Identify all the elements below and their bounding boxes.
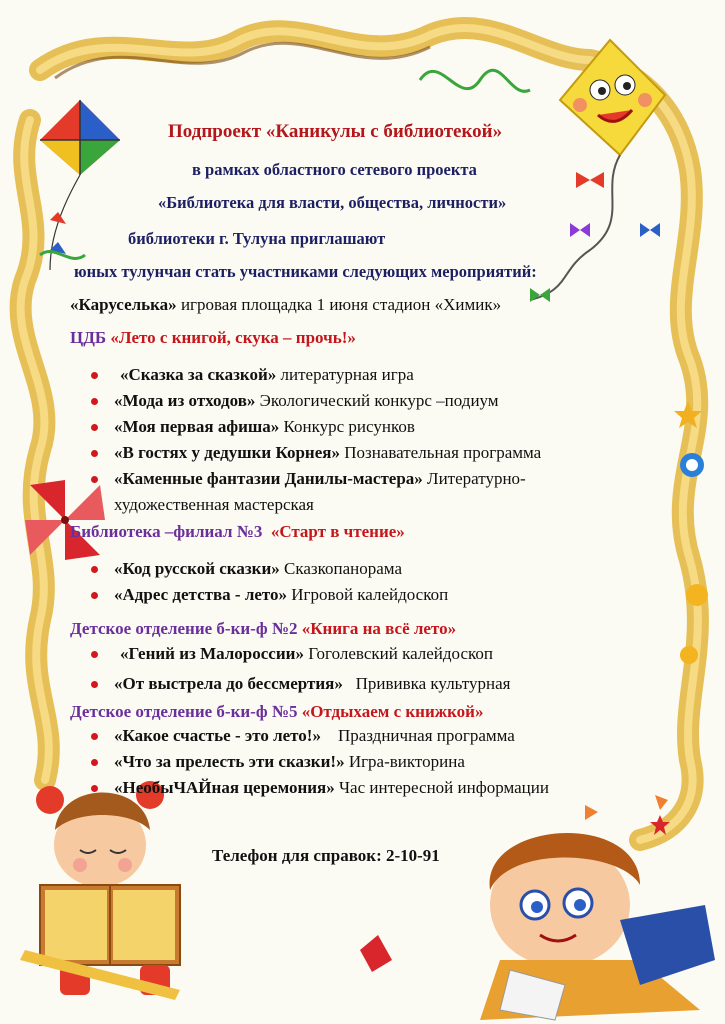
header-line-3: «Библиотека для власти, общества, личности» bbox=[158, 193, 507, 212]
event-name: «Адрес детства - лето» bbox=[114, 585, 288, 604]
header-line-4: библиотеки г. Тулуна приглашают bbox=[128, 229, 386, 248]
list-item bbox=[70, 775, 549, 801]
section-heading bbox=[70, 619, 456, 639]
event-desc: Конкурс рисунков bbox=[283, 417, 415, 436]
sun-icon bbox=[680, 453, 704, 477]
kite-character-icon bbox=[530, 40, 665, 302]
bullet-icon bbox=[91, 592, 98, 599]
header-line-5: юных тулунчан стать участниками следующих мероприятий: bbox=[74, 262, 537, 281]
event-desc: Игра-викторина bbox=[348, 752, 465, 771]
event-desc: Сказкопанорама bbox=[284, 559, 402, 578]
section-org: Библиотека –филиал №3 bbox=[70, 522, 263, 541]
section-program: «Книга на всё лето» bbox=[301, 619, 457, 638]
event-list bbox=[70, 556, 448, 608]
list-item bbox=[70, 582, 448, 608]
bullet-icon bbox=[91, 651, 98, 658]
list-item bbox=[70, 388, 541, 414]
section-program: «Отдыхаем с книжкой» bbox=[301, 702, 484, 721]
event-name: «От выстрела до бессмертия» bbox=[114, 674, 343, 693]
event-desc: Час интересной информации bbox=[339, 778, 549, 797]
bullet-icon bbox=[91, 681, 98, 688]
event-desc: Экологический конкурс –подиум bbox=[259, 391, 499, 410]
list-item-continuation bbox=[70, 492, 541, 518]
bullet-icon bbox=[91, 424, 98, 431]
sun-icon bbox=[680, 646, 698, 664]
list-item bbox=[70, 414, 541, 440]
bullet-icon bbox=[91, 372, 98, 379]
event-list bbox=[70, 641, 510, 697]
list-item bbox=[70, 749, 549, 775]
star-icon bbox=[585, 805, 598, 820]
bullet-icon bbox=[91, 785, 98, 792]
event-name: «Что за прелесть эти сказки!» bbox=[114, 752, 345, 771]
karuselka-line bbox=[70, 295, 501, 315]
list-item bbox=[70, 556, 448, 582]
list-item bbox=[70, 723, 549, 749]
list-item bbox=[70, 641, 510, 667]
star-icon bbox=[655, 795, 668, 810]
event-name: «Гений из Малороссии» bbox=[120, 644, 304, 663]
event-name: «Код русской сказки» bbox=[114, 559, 280, 578]
event-desc: Гоголевский калейдоскоп bbox=[308, 644, 494, 663]
event-desc: Праздничная программа bbox=[337, 726, 515, 745]
bullet-icon bbox=[91, 476, 98, 483]
sun-icon bbox=[686, 584, 708, 606]
star-icon bbox=[360, 935, 392, 972]
event-desc: Игровой калейдоскоп bbox=[291, 585, 449, 604]
section-heading bbox=[70, 522, 405, 542]
event-desc: Литературно- bbox=[427, 469, 526, 488]
event-name: «В гостях у дедушки Корнея» bbox=[114, 443, 340, 462]
poster-title: Подпроект «Каникулы с библиотекой» bbox=[168, 121, 503, 142]
reading-girl-illustration bbox=[20, 781, 180, 1000]
event-desc: Познавательная программа bbox=[344, 443, 542, 462]
karuselka-name: «Каруселька» bbox=[70, 295, 177, 314]
kite-icon bbox=[40, 100, 120, 270]
section-heading bbox=[70, 702, 483, 722]
event-desc-continuation: художественная мастерская bbox=[114, 495, 314, 514]
reading-boy-illustration bbox=[480, 833, 715, 1020]
header-line-2: в рамках областного сетевого проекта bbox=[192, 160, 477, 179]
section-org: ЦДБ bbox=[70, 328, 107, 347]
list-item bbox=[70, 440, 541, 466]
event-name: «Каменные фантазии Данилы-мастера» bbox=[114, 469, 423, 488]
section-org: Детское отделение б-ки-ф №5 bbox=[70, 702, 298, 721]
list-item bbox=[70, 466, 541, 492]
bullet-icon bbox=[91, 733, 98, 740]
bullet-icon bbox=[91, 398, 98, 405]
event-list bbox=[70, 362, 541, 518]
list-item bbox=[70, 671, 510, 697]
karuselka-desc: игровая площадка 1 июня стадион «Химик» bbox=[180, 295, 502, 314]
event-name: «Моя первая афиша» bbox=[114, 417, 280, 436]
event-name: «Мода из отходов» bbox=[114, 391, 256, 410]
decor-squiggle bbox=[420, 70, 530, 91]
event-desc: Прививка культурная bbox=[355, 674, 511, 693]
section-org: Детское отделение б-ки-ф №2 bbox=[70, 619, 298, 638]
event-desc: литературная игра bbox=[280, 365, 414, 384]
list-item bbox=[70, 362, 541, 388]
bullet-icon bbox=[91, 566, 98, 573]
event-list bbox=[70, 723, 549, 801]
event-name: «Сказка за сказкой» bbox=[120, 365, 277, 384]
section-heading bbox=[70, 328, 356, 348]
section-program: «Лето с книгой, скука – прочь!» bbox=[110, 328, 356, 347]
phone-number: Телефон для справок: 2-10-91 bbox=[212, 846, 440, 865]
event-name: «Какое счастье - это лето!» bbox=[114, 726, 321, 745]
bullet-icon bbox=[91, 759, 98, 766]
section-program: «Старт в чтение» bbox=[270, 522, 405, 541]
event-name: «НеобыЧАЙная церемония» bbox=[114, 778, 335, 797]
bullet-icon bbox=[91, 450, 98, 457]
